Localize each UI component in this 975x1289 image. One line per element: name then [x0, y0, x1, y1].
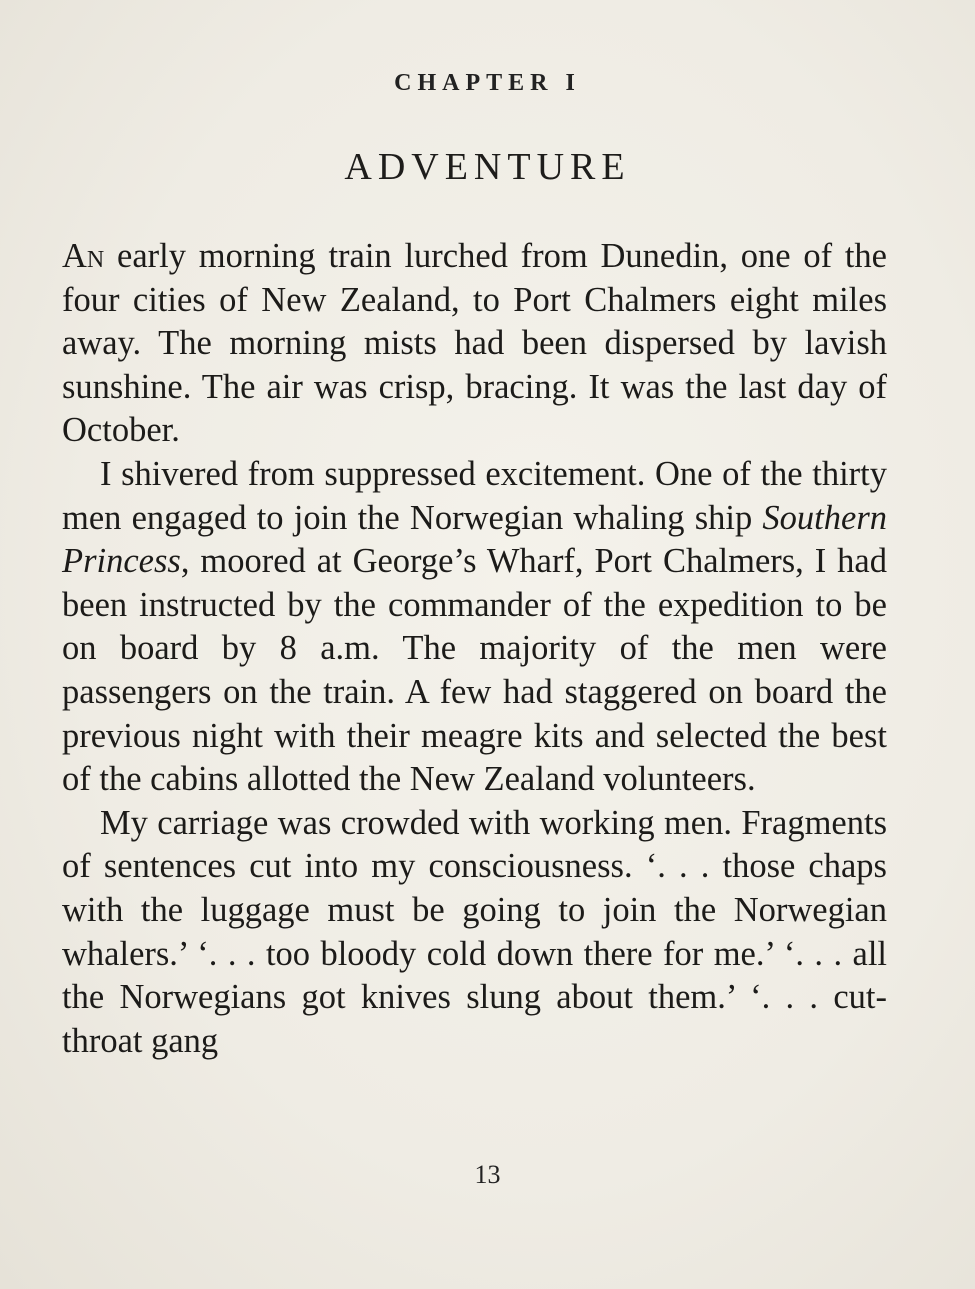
paragraph-1-text: early morning train lurched from Dunedin, one of the four cities of New Zealand, to Port Chalmers eight miles away. The morning mists had been dispersed by lavish sunshine. The air was crisp, bracing. It was the last day of October. — [62, 237, 887, 450]
body-text — [62, 235, 887, 1063]
chapter-label: CHAPTER I — [394, 70, 581, 96]
paragraph-3 — [62, 802, 887, 1064]
paragraph-2-before: I shivered from suppressed excitement. One of the thirty men engaged to join the Norwegian whaling ship — [62, 454, 887, 537]
paragraph-3-text: My carriage was crowded with working men. Fragments of sentences cut into my consciousness. ‘. . . those chaps with the luggage must be going to join the Norwegian whalers.’ ‘. . . too bloody cold down there for me.’ ‘. . . all the Norwegians got knives slung about them.’ ‘. . . cut-throat gang — [62, 803, 887, 1060]
paragraph-1 — [62, 235, 887, 453]
paragraph-2 — [62, 453, 887, 802]
paragraph-2-after: , moored at George’s Wharf, Port Chalmers, I had been instructed by the commander of the expedition to be on board by 8 a.m. The majority of the men were passengers on the train. A few had staggered on board the previous night with their meagre kits and selected the best of the cabins allotted the New Zealand volunteers. — [62, 542, 887, 799]
chapter-title: ADVENTURE — [344, 146, 631, 188]
page-number: 13 — [474, 1160, 501, 1189]
paragraph-lead: An — [62, 237, 105, 275]
ship-name: Southern Princess — [62, 498, 887, 581]
